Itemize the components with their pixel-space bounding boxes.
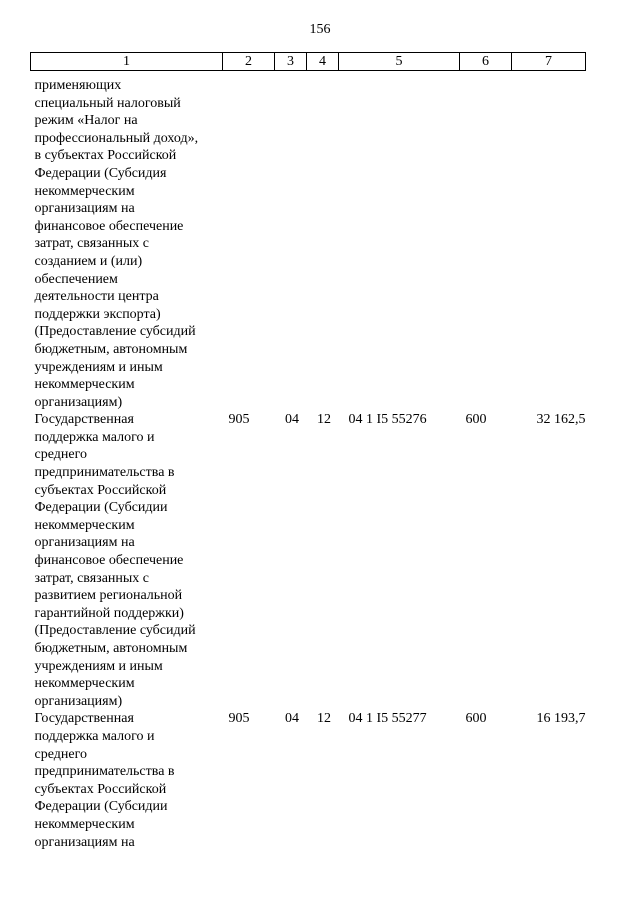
cell-subsection: 12	[317, 711, 331, 727]
table-row	[31, 411, 586, 710]
page-number: 156	[309, 22, 331, 37]
cell-subsection: 12	[317, 412, 331, 428]
cell-expense-type: 600	[465, 412, 487, 428]
cell-target: 04 1 I5 55276	[348, 412, 427, 428]
header-cell: 3	[275, 53, 307, 71]
header-row	[31, 53, 586, 71]
header-cell: 7	[512, 53, 586, 71]
cell-section	[275, 71, 307, 412]
header-cell: 6	[460, 53, 512, 71]
cell-target: 04 1 I5 55277	[348, 711, 427, 727]
table-row	[31, 71, 586, 412]
cell-ministry: 905	[228, 412, 250, 428]
row-name: Государственная поддержка малого и среднего предпринимательства в субъектах Российской Федерации (Субсидии некоммерческим организациям на финансовое обеспечение затрат, связанных с развитием региональной гарантийной поддержки) (Предоставление субсидий бюджетным, автономным учреждениям и иным некоммерческим организациям)	[34, 412, 196, 709]
cell-amount: 16 193,7	[536, 711, 586, 727]
cell-expense-type: 600	[465, 711, 487, 727]
header-cell: 4	[307, 53, 339, 71]
row-name: применяющих специальный налоговый режим «Налог на профессиональный доход», в субъектах Российской Федерации (Субсидия некоммерческим организациям на финансовое обеспечение затрат, связанных с созданием и (или) обеспечением деятельности центра поддержки экспорта) (Предоставление субсидий бюджетным, автономным учреждениям и иным некоммерческим организациям)	[34, 78, 199, 410]
cell-amount	[512, 71, 586, 412]
cell-ministry	[223, 71, 275, 412]
header-cell: 2	[223, 53, 275, 71]
cell-expense-type	[460, 71, 512, 412]
cell-ministry: 905	[228, 711, 250, 727]
header-cell: 1	[31, 53, 223, 71]
budget-table	[30, 52, 586, 851]
table-row	[31, 710, 586, 851]
cell-subsection	[307, 71, 339, 412]
cell-section: 04	[285, 412, 299, 428]
header-cell: 5	[339, 53, 460, 71]
cell-section: 04	[285, 711, 299, 727]
cell-target	[339, 71, 460, 412]
row-name: Государственная поддержка малого и среднего предпринимательства в субъектах Российской Федерации (Субсидии некоммерческим организациям на	[34, 711, 175, 850]
cell-amount: 32 162,5	[536, 412, 586, 428]
